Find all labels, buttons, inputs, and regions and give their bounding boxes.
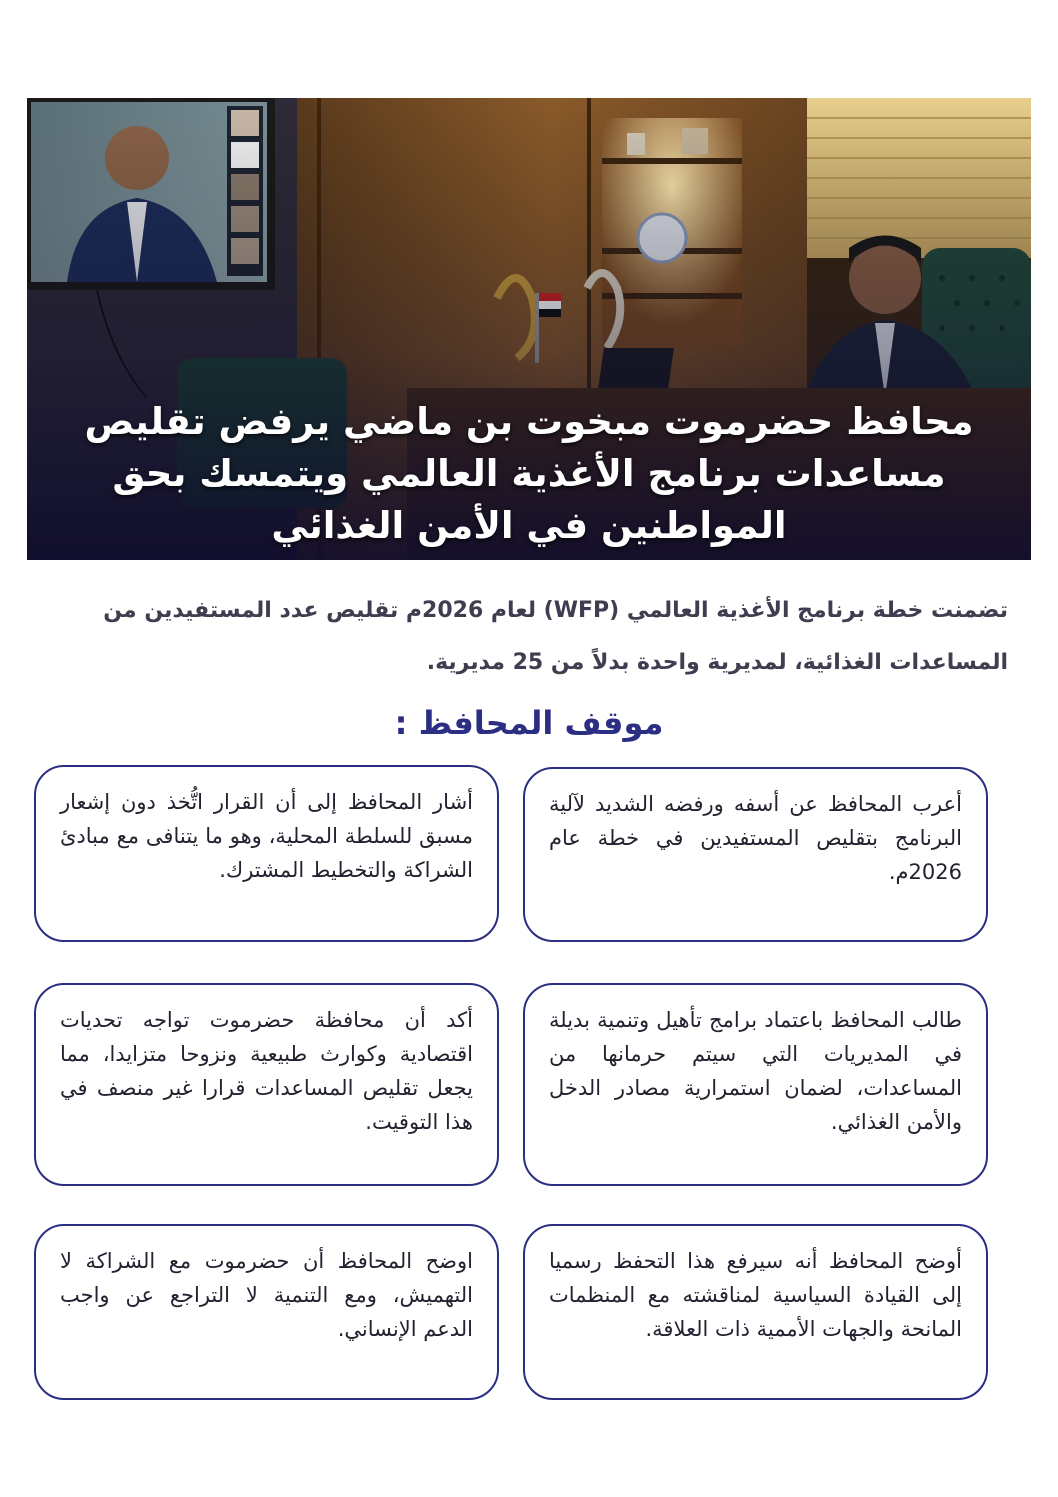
- statement-text: أوضح المحافظ أنه سيرفع هذا التحفظ رسميا إلى القيادة السياسية لمناقشته مع المنظمات المانحة والجهات الأممية ذات العلاقة.: [549, 1249, 962, 1341]
- statement-text: أكد أن محافظة حضرموت تواجه تحديات اقتصادية وكوارث طبيعية ونزوحا متزايدا، مما يجعل تقليص المساعدات قرارا غير منصف في هذا التوقيت.: [60, 1008, 473, 1134]
- statement-text: طالب المحافظ باعتماد برامج تأهيل وتنمية بديلة في المديريات التي سيتم حرمانها من المساعدات، لضمان استمرارية مصادر الدخل والأمن الغذائي.: [549, 1008, 962, 1134]
- statement-text: أشار المحافظ إلى أن القرار اتُّخذ دون إشعار مسبق للسلطة المحلية، وهو ما يتنافى مع مبادئ الشراكة والتخطيط المشترك.: [60, 790, 473, 882]
- statement-card: [523, 1224, 988, 1400]
- statement-card: [523, 767, 988, 942]
- section-title: موقف المحافظ :: [394, 704, 664, 742]
- statement-card: [34, 983, 499, 1186]
- intro-paragraph: تضمنت خطة برنامج الأغذية العالمي (WFP) لعام 2026م تقليص عدد المستفيدين من المساعدات الغذائية، لمديرية واحدة بدلاً من 25 مديرية.: [103, 598, 1008, 675]
- statement-card: [34, 765, 499, 942]
- statement-card: [34, 1224, 499, 1400]
- statement-text: أعرب المحافظ عن أسفه ورفضه الشديد لآلية البرنامج بتقليص المستفيدين في خطة عام 2026م.: [549, 792, 962, 884]
- headline: محافظ حضرموت مبخوت بن ماضي يرفض تقليص مساعدات برنامج الأغذية العالمي ويتمسك بحق المواطنين في الأمن الغذائي: [84, 400, 974, 547]
- hero-photo: [27, 98, 1031, 560]
- statement-text: اوضح المحافظ أن حضرموت مع الشراكة لا التهميش، ومع التنمية لا التراجع عن واجب الدعم الإنساني.: [60, 1249, 473, 1341]
- statement-card: [523, 983, 988, 1186]
